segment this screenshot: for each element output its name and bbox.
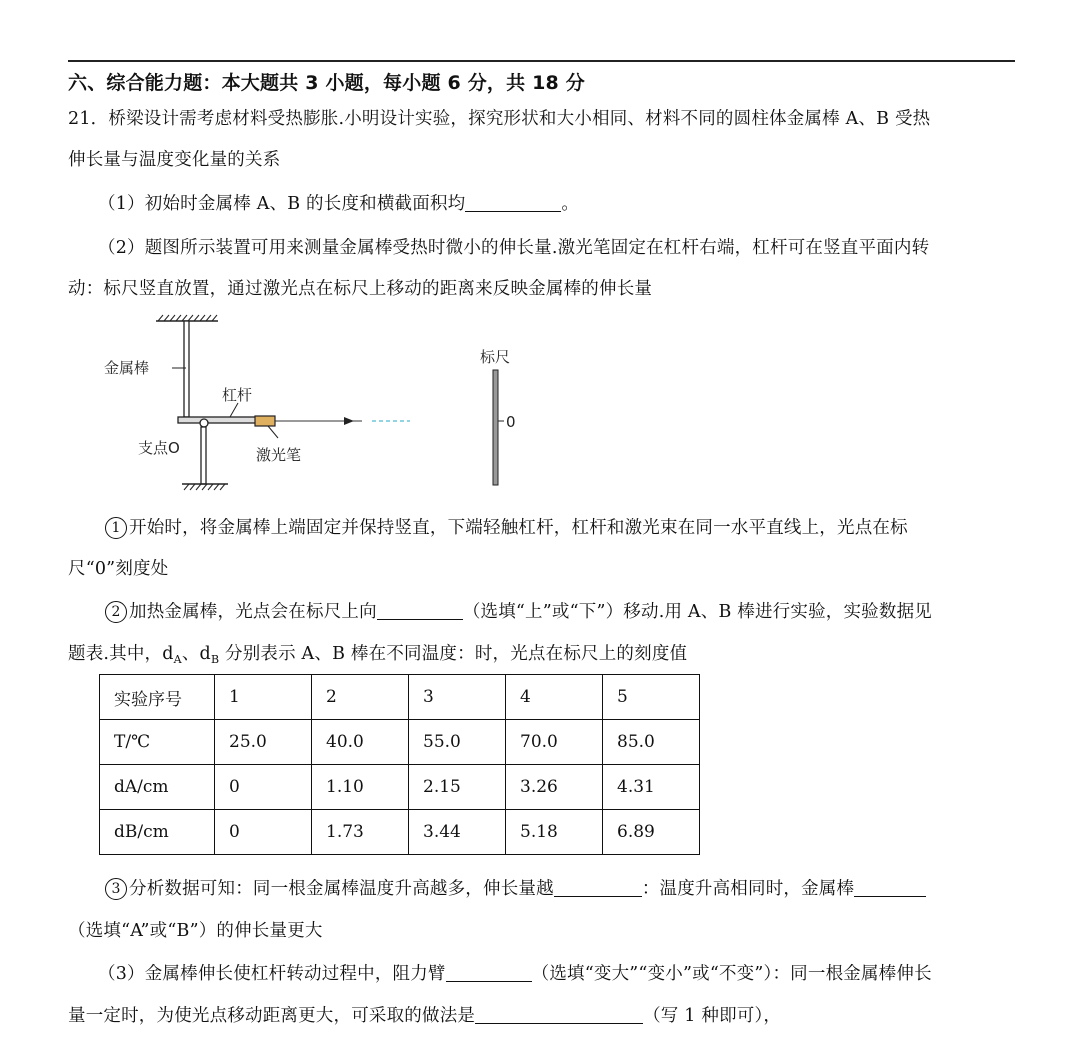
table-row bbox=[100, 720, 700, 765]
header-rule bbox=[68, 60, 1015, 62]
question-intro-line-1: 21．桥梁设计需考虑材料受热膨胀.小明设计实验，探究形状和大小相同、材料不同的圆柱体金属棒 A、B 受热 bbox=[68, 109, 931, 129]
table-cell: 1 bbox=[215, 675, 312, 720]
part3-blank-2[interactable] bbox=[475, 1006, 643, 1025]
table-cell: 0 bbox=[215, 765, 312, 810]
part1-text: （1）初始时金属棒 A、B 的长度和横截面积均 bbox=[98, 194, 466, 214]
step3-line-2: （选填“A”或“B”）的伸长量更大 bbox=[68, 921, 323, 941]
vertical-scale bbox=[493, 370, 498, 485]
table-cell: 4.31 bbox=[603, 765, 700, 810]
table-cell: 0 bbox=[215, 810, 312, 855]
table-row-header: dA/cm bbox=[100, 765, 215, 810]
question-intro-line-2: 伸长量与温度变化量的关系 bbox=[68, 150, 281, 170]
step2-line2-a: 题表.其中，d bbox=[68, 644, 174, 664]
step3-blank-1[interactable] bbox=[554, 879, 642, 898]
step2-line-2 bbox=[68, 640, 687, 666]
table-cell: 25.0 bbox=[215, 720, 312, 765]
step1-number: 1 bbox=[105, 517, 127, 539]
subscript-b: B bbox=[210, 653, 220, 666]
table-cell: 2 bbox=[312, 675, 409, 720]
step2-line-1 bbox=[105, 598, 932, 623]
table-cell: 1.10 bbox=[312, 765, 409, 810]
support-post bbox=[201, 427, 206, 484]
part3-text-b: （选填“变大”“变小”或“不变”）：同一根金属棒伸长 bbox=[531, 964, 932, 984]
part3-line-2 bbox=[68, 1002, 781, 1027]
step3-blank-2[interactable] bbox=[854, 879, 926, 898]
pivot-point bbox=[200, 419, 208, 427]
beam-arrow-icon bbox=[344, 417, 354, 425]
step3-number: 3 bbox=[105, 878, 127, 900]
table-row-header: dB/cm bbox=[100, 810, 215, 855]
scale-zero-label: 0 bbox=[506, 413, 516, 431]
lever-leader bbox=[230, 403, 238, 417]
part1-blank[interactable] bbox=[465, 194, 561, 213]
table-cell: 3 bbox=[409, 675, 506, 720]
table-row bbox=[100, 810, 700, 855]
table-row bbox=[100, 765, 700, 810]
table-cell: 6.89 bbox=[603, 810, 700, 855]
step1-line-1 bbox=[105, 514, 908, 539]
subscript-a: A bbox=[173, 653, 182, 666]
part3-blank-1[interactable] bbox=[446, 964, 532, 983]
table-cell: 40.0 bbox=[312, 720, 409, 765]
table-row-header: 实验序号 bbox=[100, 675, 215, 720]
laser-leader bbox=[268, 426, 278, 438]
table-row bbox=[100, 675, 700, 720]
step2-line2-b: 、d bbox=[181, 644, 211, 664]
step3-text-a: 分析数据可知：同一根金属棒温度升高越多，伸长量越 bbox=[129, 879, 554, 899]
table-cell: 4 bbox=[506, 675, 603, 720]
step2-text-b: （选填“上”或“下”）移动.用 A、B 棒进行实验，实验数据见 bbox=[462, 602, 932, 622]
step3-text-b: ：温度升高相同时，金属棒 bbox=[641, 879, 855, 899]
table-cell: 85.0 bbox=[603, 720, 700, 765]
floor-hatch bbox=[184, 484, 225, 490]
step2-line2-c: 分别表示 A、B 棒在不同温度：时，光点在标尺上的刻度值 bbox=[219, 644, 688, 664]
part3-line2-b: （写 1 种即可）， bbox=[643, 1006, 782, 1026]
table-row-header: T/℃ bbox=[100, 720, 215, 765]
table-cell: 70.0 bbox=[506, 720, 603, 765]
part3-text-a: （3）金属棒伸长使杠杆转动过程中，阻力臂 bbox=[98, 964, 446, 984]
table-cell: 55.0 bbox=[409, 720, 506, 765]
table-cell: 3.44 bbox=[409, 810, 506, 855]
step2-text-a: 加热金属棒，光点会在标尺上向 bbox=[129, 602, 377, 622]
metal-rod bbox=[184, 321, 189, 417]
laser-pen bbox=[255, 416, 275, 426]
apparatus-figure bbox=[100, 312, 540, 497]
section-title: 六、综合能力题：本大题共 3 小题，每小题 6 分，共 18 分 bbox=[68, 72, 585, 94]
table-cell: 5 bbox=[603, 675, 700, 720]
table-cell: 2.15 bbox=[409, 765, 506, 810]
step1-line-2: 尺“0”刻度处 bbox=[68, 559, 169, 579]
part1-end: 。 bbox=[561, 194, 580, 214]
scale-label: 标尺 bbox=[480, 348, 511, 366]
table-cell: 5.18 bbox=[506, 810, 603, 855]
ceiling-hatch bbox=[158, 315, 217, 321]
pivot-label: 支点O bbox=[138, 439, 180, 457]
part2-line-2: 动：标尺竖直放置，通过激光点在标尺上移动的距离来反映金属棒的伸长量 bbox=[68, 279, 653, 299]
table-cell: 1.73 bbox=[312, 810, 409, 855]
step2-blank[interactable] bbox=[377, 602, 463, 621]
step1-text: 开始时，将金属棒上端固定并保持竖直，下端轻触杠杆，杠杆和激光束在同一水平直线上，光点在标 bbox=[129, 518, 908, 538]
step2-number: 2 bbox=[105, 601, 127, 623]
table-cell: 3.26 bbox=[506, 765, 603, 810]
part2-line-1: （2）题图所示装置可用来测量金属棒受热时微小的伸长量.激光笔固定在杠杆右端，杠杆可在竖直平面内转 bbox=[98, 238, 930, 258]
data-table bbox=[99, 674, 700, 855]
lever-label: 杠杆 bbox=[222, 386, 253, 404]
part1-line bbox=[98, 190, 579, 215]
step3-line-1 bbox=[105, 875, 926, 900]
rod-label: 金属棒 bbox=[104, 359, 150, 377]
laser-label: 激光笔 bbox=[256, 446, 302, 464]
part3-line-1 bbox=[98, 960, 932, 985]
part3-line2-a: 量一定时，为使光点移动距离更大，可采取的做法是 bbox=[68, 1006, 476, 1026]
